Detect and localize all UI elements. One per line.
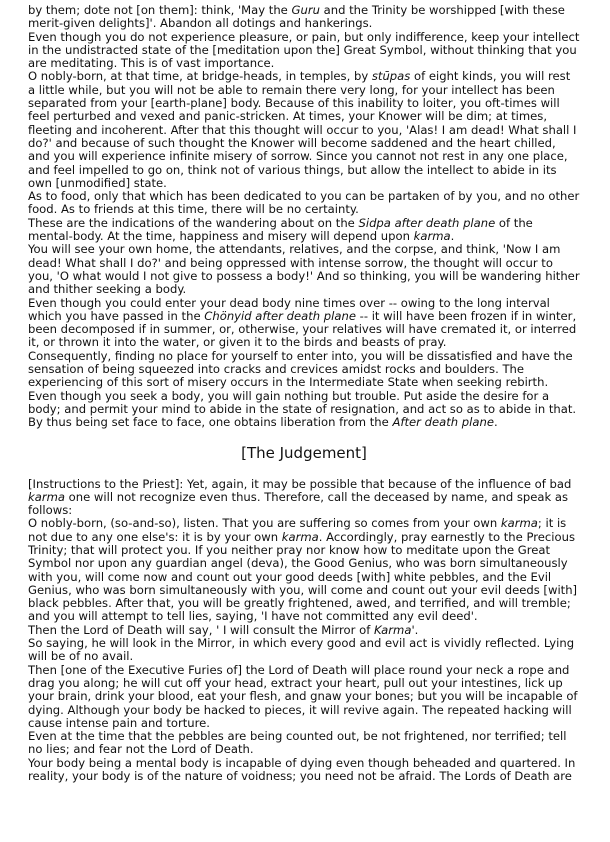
italic-term: Karma [373,622,412,637]
paragraph [28,217,580,244]
text-run: These are the indications of the wandering about on the [28,215,359,230]
text-run: O nobly-born, (so-and-so), listen. That you are suffering so comes from your own [28,516,501,531]
paragraph [28,517,580,623]
text-run: You will see your own home, the attendants, relatives, and the corpse, and think, 'Now I am dead! What shall I do?' and being oppressed with intense sorrow, the thought will occur to you, 'O what would I not give to possess a body!' And so thinking, you will be wandering hither and thither seeking a body. [28,242,580,297]
paragraph [28,637,580,664]
text-run: one will not recognize even thus. Therefore, call the deceased by name, and speak as follows: [28,489,569,518]
text-run: As to food, only that which has been dedicated to you can be partaken of by you, and no other food. As to friends at this time, there will be no certainty. [28,189,580,217]
text-run: Your body being a mental body is incapable of dying even though beheaded and quartered. In reality, your body is of the nature of voidness; you need not be afraid. The Lords of Death are [28,755,576,784]
paragraph [28,297,580,350]
italic-term: stūpas [371,69,411,84]
text-run: -- it will have been frozen if in winter, been decomposed if in summer, or, otherwise, your relatives will have cremated it, or interred it, or thrown it into the water, or given it to the birds and beasts of pray. [28,308,577,350]
paragraph [28,31,580,71]
section-heading: [The Judgement] [241,443,367,462]
paragraph [28,416,580,429]
text-run: of the mental-body. At the time, happiness and misery will depend upon [28,215,533,244]
text-run: . Accordingly, pray earnestly to the Precious Trinity; that will protect you. If you neither pray nor know how to meditate upon the Great Symbol nor upon any guardian angel (deva), the Good Genius, who was born simultaneously with you, will come now and count out your good deeds [with] white pebbles, and the Evil Genius, who was born simultaneously with you, will come and count out your evil deeds [with] black pebbles. After that, you will be greatly frightened, awed, and terrified, and will tremble; and you will attempt to tell lies, saying, 'I have not committed any evil deed'. [28,529,578,624]
italic-term: After death plane [392,415,494,430]
italic-term: karma [28,489,65,504]
paragraph [28,730,580,757]
text-run: Then [one of the Executive Furies of] the Lord of Death will place round your neck a rope and drag you along; he will cut off your head, extract your heart, pull out your intestines, lick up your brain, drink your blood, eat your flesh, and gnaw your bones; but you will be incapable of dying. Although your body be hacked to pieces, it will revive again. The repeated hacking will cause intense pain and torture. [28,662,578,730]
text-run: By thus being set face to face, one obtains liberation from the [28,415,393,430]
italic-term: Sidpa after death plane [358,215,496,230]
text-run: by them; dote not [on them]: think, 'May the [28,3,292,17]
paragraph [28,350,580,416]
paragraph [28,664,580,730]
section-wandering [28,4,580,430]
italic-term: Guru [291,3,320,17]
italic-term: karma [281,529,319,544]
text-run: Even though you could enter your dead body nine times over -- owing to the long interval which you have passed in the [28,295,550,323]
text-run: Then the Lord of Death will say, ' I will consult the Mirror of [28,622,374,637]
paragraph [28,243,580,296]
paragraph [28,478,580,518]
text-run: . [450,229,455,244]
italic-term: Chönyid after death plane [204,308,356,323]
italic-term: karma [413,229,451,244]
text-run: Even though you do not experience pleasure, or pain, but only indifference, keep your intellect in the undistracted state of the [meditation upon the] Great Symbol, without thinking that you are meditating. This is of vast importance. [28,29,580,71]
text-run: of eight kinds, you will rest a little while, but you will not be able to remain there very long, for your intellect has been separated from your [earth-plane] body. Because of this inability to loiter, you oft-times will feel perturbed and vexed and panic-stricken. At times, your Knower will be dim; at times, fleeting and incoherent. After that this thought will occur to you, 'Alas! I am dead! What shall I do?' and because of such thought the Knower will become saddened and the heart chilled, and you will experience infinite misery of sorrow. Since you cannot not rest in any one place, and feel impelled to go on, think not of various things, but allow the intellect to abide in its own [unmodified] state. [28,69,577,190]
paragraph [28,624,580,637]
text-run: Consequently, finding no place for yourself to enter into, you will be dissatisfied and have the sensation of being squeezed into cracks and crevices amidst rocks and boulders. The experiencing of this sort of misery occurs in the Intermediate State when seeking rebirth. Even though you seek a body, you will gain nothing but trouble. Put aside the desire for a body; and permit your mind to abide in the state of resignation, and act so as to abide in that. [28,348,577,416]
text-run: and the Trinity be worshipped [with these merit-given delights]'. Abandon all dotings and hankerings. [28,3,565,31]
text-run: So saying, he will look in the Mirror, in which every good and evil act is vividly reflected. Lying will be of no avail. [28,636,575,664]
text-run: O nobly-born, at that time, at bridge-heads, in temples, by [28,69,372,84]
paragraph [28,4,580,31]
paragraph [28,70,580,190]
section-judgement [28,478,580,784]
text-run: . [493,415,498,430]
text-run: '. [411,622,419,637]
text-run: ; it is not due to any one else's: it is by your own [28,516,567,544]
text-run: [Instructions to the Priest]: Yet, again, it may be possible that because of the influence of bad [28,476,572,491]
paragraph [28,190,580,217]
italic-term: karma [500,516,538,531]
paragraph [28,757,580,784]
text-run: Even at the time that the pebbles are being counted out, be not frightened, nor terrified; tell no lies; and fear not the Lord of Death. [28,729,567,757]
